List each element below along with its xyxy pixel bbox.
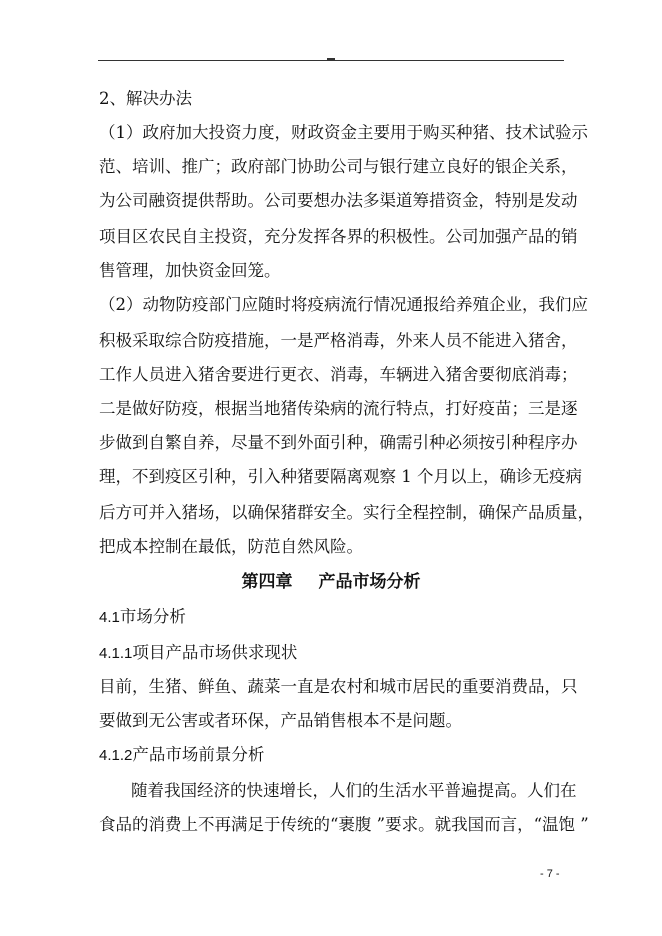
heading-4-1-1-title: 项目产品市场供求现状 bbox=[132, 643, 298, 662]
body-line: 食品的消费上不再满足于传统的“裹腹 ”要求。就我国而言，“温饱 ” bbox=[99, 815, 589, 834]
heading-4-1-number: 4.1 bbox=[99, 609, 120, 626]
paragraph-2-line: 工作人员进入猪舍要进行更衣、消毒，车辆进入猪舍要彻底消毒； bbox=[99, 365, 578, 384]
paragraph-1-line: 项目区农民自主投资，充分发挥各界的积极性。公司加强产品的销 bbox=[99, 227, 578, 246]
paragraph-2-line: （2）动物防疫部门应随时将疫病流行情况通报给养殖企业，我们应 bbox=[99, 295, 588, 314]
body-line: 目前，生猪、鲜鱼、蔬菜一直是农村和城市居民的重要消费品，只 bbox=[99, 677, 578, 696]
paragraph-1-line: 为公司融资提供帮助。公司要想办法多渠道筹措资金，特别是发动 bbox=[99, 191, 578, 210]
paragraph-2-line: 后方可并入猪场，以确保猪群安全。实行全程控制，确保产品质量， bbox=[99, 503, 594, 522]
body-line: 要做到无公害或者环保，产品销售根本不是问题。 bbox=[99, 711, 462, 730]
heading-4-1-2 bbox=[99, 744, 264, 767]
paragraph-2-line: 理，不到疫区引种，引入种猪要隔离观察 1 个月以上，确诊无疫病 bbox=[99, 467, 582, 486]
header-mark bbox=[327, 58, 335, 61]
heading-4-1-title: 市场分析 bbox=[119, 607, 186, 626]
section-heading: 2、解决办法 bbox=[99, 89, 192, 108]
body-line: 随着我国经济的快速增长，人们的生活水平普遍提高。人们在 bbox=[131, 781, 577, 800]
paragraph-2-line: 积极采取综合防疫措施，一是严格消毒，外来人员不能进入猪舍， bbox=[99, 331, 578, 350]
heading-4-1-2-title: 产品市场前景分析 bbox=[132, 745, 265, 764]
paragraph-1-line: 范、培训、推广；政府部门协助公司与银行建立良好的银企关系， bbox=[99, 157, 578, 176]
heading-4-1-1-number: 4.1.1 bbox=[99, 645, 133, 662]
paragraph-2-line: 把成本控制在最低，防范自然风险。 bbox=[99, 537, 363, 556]
heading-4-1-1 bbox=[99, 642, 297, 665]
paragraph-2-line: 步做到自繁自养，尽量不到外面引种，确需引种必须按引种程序办 bbox=[99, 433, 578, 452]
chapter-number: 第四章 bbox=[241, 572, 293, 592]
heading-4-1 bbox=[99, 606, 186, 629]
heading-4-1-2-number: 4.1.2 bbox=[99, 747, 133, 764]
chapter-name: 产品市场分析 bbox=[318, 572, 421, 592]
page-number: - 7 - bbox=[540, 868, 560, 880]
paragraph-1-line: （1）政府加大投资力度，财政资金主要用于购买种猪、技术试验示 bbox=[99, 123, 588, 142]
paragraph-1-line: 售管理，加快资金回笼。 bbox=[99, 261, 281, 280]
paragraph-2-line: 二是做好防疫，根据当地猪传染病的流行特点，打好疫苗；三是逐 bbox=[99, 399, 578, 418]
chapter-title bbox=[0, 571, 662, 593]
